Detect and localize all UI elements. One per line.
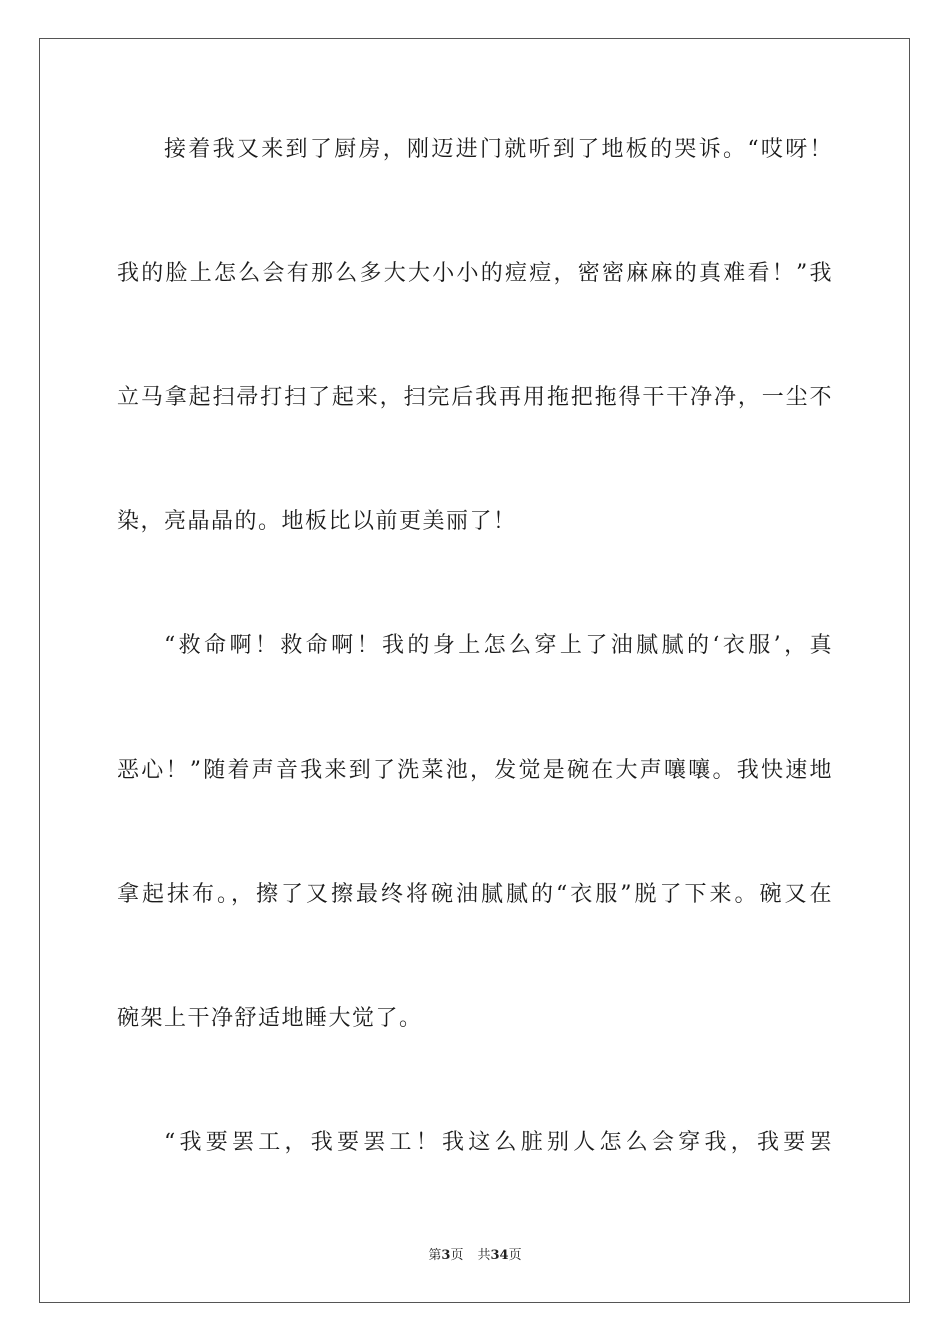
body-text-line: “救命啊！救命啊！我的身上怎么穿上了油腻腻的‘衣服’，真 (164, 633, 833, 658)
total-pages: 34 (490, 1248, 509, 1263)
total-suffix: 页 (508, 1248, 522, 1263)
body-text-line: 接着我又来到了厨房，刚迈进门就听到了地板的哭诉。“哎呀！ (164, 137, 833, 162)
page-suffix: 页 (450, 1248, 464, 1263)
page-footer (0, 1244, 950, 1263)
body-text-line: “我要罢工，我要罢工！我这么脏别人怎么会穿我，我要罢 (164, 1130, 833, 1155)
page-border (39, 38, 910, 1303)
body-text-line: 染，亮晶晶的。地板比以前更美丽了！ (117, 509, 517, 534)
body-text-line: 我的脸上怎么会有那么多大大小小的痘痘，密密麻麻的真难看！”我 (117, 261, 833, 286)
body-text-line: 恶心！”随着声音我来到了洗菜池，发觉是碗在大声嚷嚷。我快速地 (117, 758, 833, 783)
page-number: 3 (441, 1248, 451, 1263)
page-prefix: 第 (428, 1248, 442, 1263)
body-text-line: 碗架上干净舒适地睡大觉了。 (117, 1006, 423, 1031)
total-prefix: 共 (477, 1248, 491, 1263)
body-text-line: 拿起抹布。，擦了又擦最终将碗油腻腻的“衣服”脱了下来。碗又在 (117, 882, 833, 907)
body-text-line: 立马拿起扫帚打扫了起来，扫完后我再用拖把拖得干干净净，一尘不 (117, 385, 833, 410)
